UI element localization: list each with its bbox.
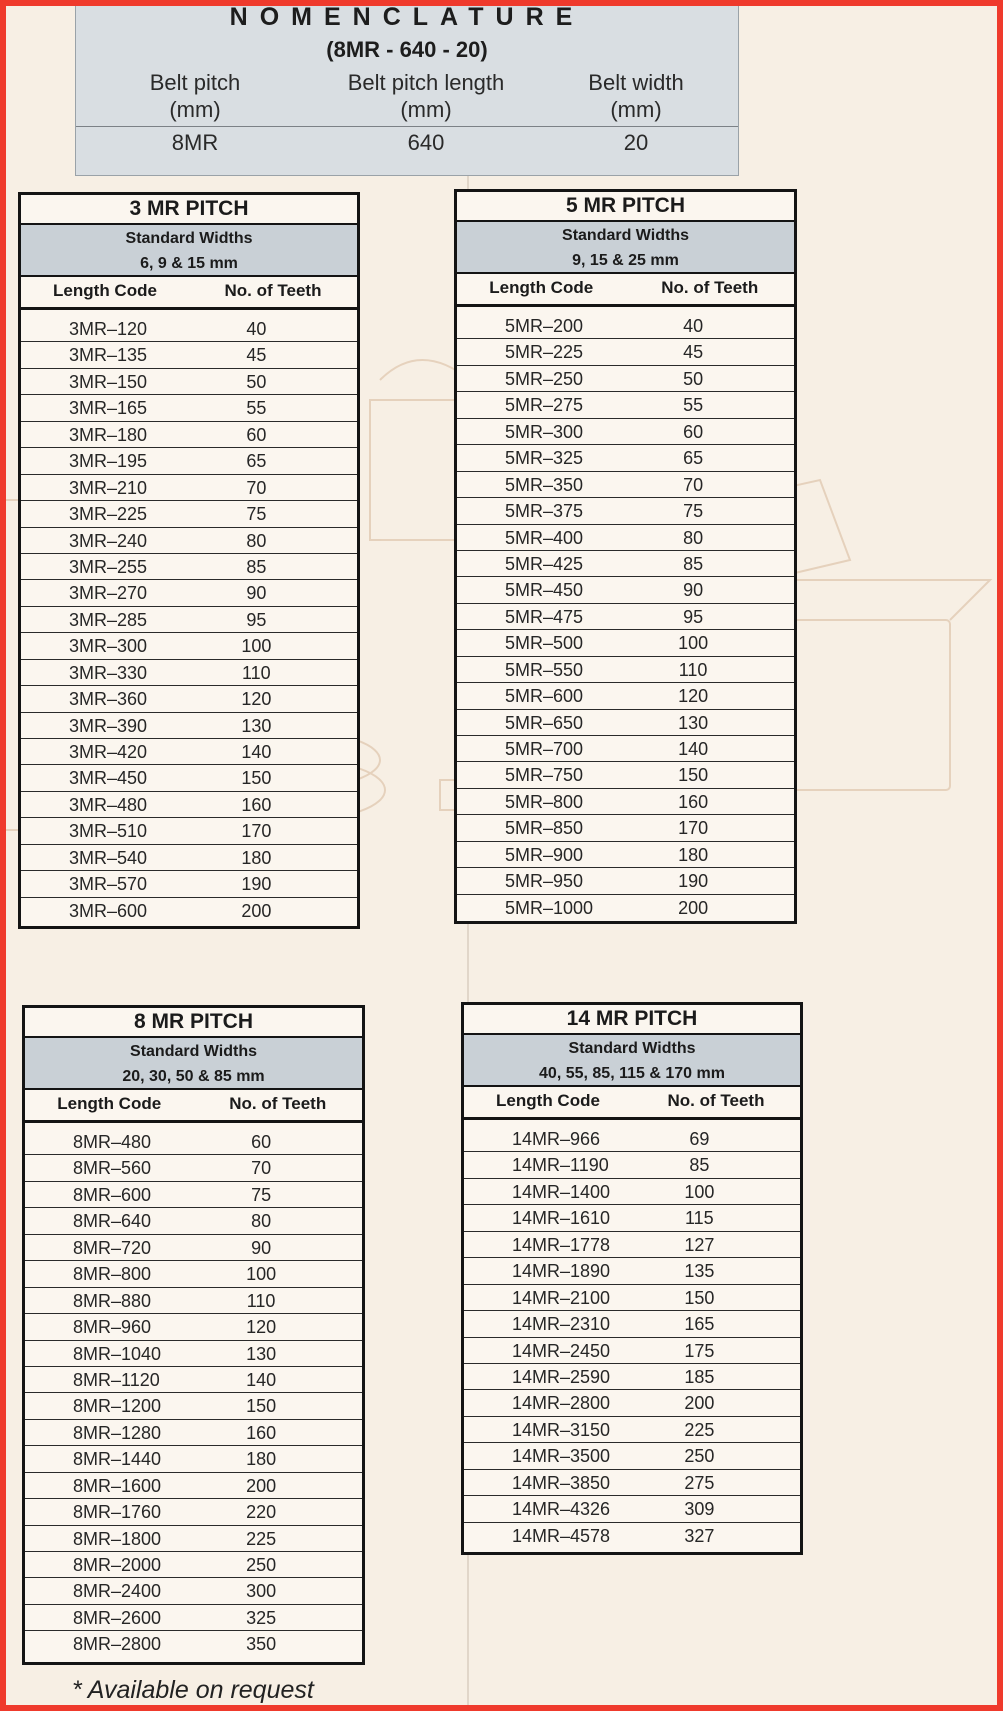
teeth-count-cell: 180	[246, 1449, 277, 1470]
teeth-count-cell: 120	[241, 689, 272, 710]
table-row	[25, 1367, 362, 1393]
length-code-cell: 8MR–480	[73, 1132, 152, 1152]
table-row	[25, 1605, 362, 1631]
table-rows	[464, 1120, 800, 1549]
standard-widths: Standard Widths 40, 55, 85, 115 & 170 mm	[464, 1035, 800, 1087]
length-code-cell: 5MR–550	[505, 659, 584, 680]
table-row	[457, 313, 794, 339]
table-row	[25, 1393, 362, 1419]
teeth-count-cell: 300	[246, 1581, 277, 1602]
teeth-count-cell: 55	[246, 398, 267, 419]
nomenclature-value-length: 640	[407, 130, 445, 155]
table-row	[21, 686, 357, 712]
table-row	[25, 1155, 362, 1181]
nomenclature-title: NOMENCLATURE	[229, 3, 585, 31]
teeth-count-cell: 110	[246, 1290, 276, 1311]
table-row	[457, 842, 794, 868]
length-code-cell: 5MR–850	[505, 818, 584, 839]
length-code-cell: 14MR–4326	[512, 1499, 611, 1520]
length-code-cell: 14MR–1610	[512, 1208, 611, 1229]
length-code-cell: 8MR–1440	[73, 1449, 162, 1470]
teeth-count-cell: 70	[683, 474, 704, 495]
teeth-count-cell: 200	[678, 897, 709, 918]
teeth-count-cell: 95	[246, 609, 267, 630]
length-code-cell: 14MR–2450	[512, 1340, 611, 1361]
length-code-cell: 3MR–225	[69, 504, 148, 525]
length-code-cell: 5MR–250	[505, 368, 584, 389]
length-code-cell: 8MR–1760	[73, 1502, 162, 1523]
table-row	[25, 1341, 362, 1367]
table-row	[25, 1261, 362, 1287]
teeth-count-cell: 250	[246, 1555, 277, 1575]
length-code-cell: 3MR–480	[69, 794, 148, 815]
teeth-count-cell: 170	[241, 821, 272, 842]
teeth-count-cell: 225	[684, 1419, 715, 1440]
teeth-count-cell: 115	[685, 1208, 714, 1229]
standard-widths: Standard Widths 9, 15 & 25 mm	[457, 222, 794, 274]
table-5mr-pitch	[454, 189, 797, 924]
table-title: 14 MR PITCH	[464, 1005, 800, 1035]
table-row	[464, 1470, 800, 1496]
length-code-cell: 14MR–3500	[512, 1446, 611, 1467]
length-code-cell: 14MR–1190	[512, 1155, 609, 1176]
table-row	[464, 1232, 800, 1258]
table-row	[457, 419, 794, 445]
teeth-count-cell: 160	[246, 1422, 277, 1443]
teeth-count-cell: 100	[241, 636, 272, 657]
teeth-count-cell: 100	[678, 633, 709, 654]
table-row	[457, 657, 794, 683]
length-code-cell: 3MR–570	[69, 874, 148, 895]
teeth-count-cell: 190	[678, 871, 709, 892]
teeth-count-cell: 200	[684, 1393, 715, 1414]
table-row	[21, 554, 357, 580]
length-code-cell: 5MR–800	[505, 791, 584, 812]
table-row	[464, 1152, 800, 1178]
table-row	[21, 792, 357, 818]
length-code-cell: 14MR–3150	[512, 1419, 611, 1440]
teeth-count-cell: 100	[246, 1264, 277, 1285]
length-code-cell: 14MR–4578	[512, 1525, 611, 1546]
table-row	[21, 422, 357, 448]
teeth-count-cell: 75	[246, 504, 267, 525]
teeth-count-cell: 95	[683, 606, 704, 627]
length-code-cell: 8MR–880	[73, 1290, 152, 1311]
length-code-cell: 5MR–200	[505, 316, 584, 336]
length-code-cell: 14MR–2310	[512, 1314, 611, 1335]
nomenclature-value-pitch: 8MR	[171, 130, 219, 155]
teeth-count-cell: 220	[246, 1502, 277, 1523]
length-code-cell: 8MR–1200	[73, 1396, 162, 1417]
length-code-cell: 5MR–350	[505, 474, 584, 495]
teeth-count-cell: 75	[251, 1184, 272, 1205]
teeth-count-cell: 350	[246, 1634, 277, 1655]
length-code-cell: 5MR–900	[505, 844, 584, 865]
length-code-cell: 5MR–300	[505, 421, 584, 442]
teeth-count-cell: 90	[246, 583, 267, 604]
table-row	[464, 1311, 800, 1337]
table-row	[25, 1578, 362, 1604]
length-code-cell: 5MR–275	[505, 395, 584, 416]
teeth-count-cell: 80	[246, 530, 267, 551]
table-row	[21, 818, 357, 844]
length-code-cell: 3MR–420	[69, 742, 148, 762]
teeth-count-cell: 130	[246, 1343, 277, 1364]
teeth-count-cell: 165	[684, 1314, 715, 1335]
table-row	[464, 1205, 800, 1231]
table-row	[464, 1390, 800, 1416]
teeth-count-cell: 170	[678, 818, 709, 839]
length-code-cell: 5MR–425	[505, 553, 584, 574]
table-row	[457, 551, 794, 577]
length-code-cell: 3MR–450	[69, 768, 148, 789]
table-row	[21, 501, 357, 527]
teeth-count-cell: 325	[246, 1607, 277, 1628]
table-row	[21, 871, 357, 897]
teeth-count-cell: 140	[241, 742, 272, 762]
table-row	[457, 868, 794, 894]
table-rows	[25, 1123, 362, 1658]
table-row	[21, 765, 357, 791]
length-code-cell: 5MR–325	[505, 448, 584, 469]
teeth-count-cell: 127	[684, 1234, 715, 1255]
length-code-cell: 3MR–120	[69, 319, 148, 339]
teeth-count-cell: 150	[678, 765, 709, 786]
nomenclature-col-pitch-length: Belt pitch length (mm)	[347, 70, 505, 122]
length-code-cell: 8MR–1040	[73, 1343, 162, 1364]
table-row	[25, 1129, 362, 1155]
table-row	[457, 366, 794, 392]
length-code-cell: 5MR–600	[505, 686, 584, 707]
table-row	[21, 580, 357, 606]
length-code-cell: 3MR–165	[69, 398, 148, 419]
table-row	[457, 498, 794, 524]
table-row	[25, 1182, 362, 1208]
teeth-count-cell: 85	[683, 553, 704, 574]
teeth-count-cell: 40	[683, 316, 704, 336]
length-code-cell: 8MR–1280	[73, 1422, 162, 1443]
length-code-cell: 3MR–300	[69, 636, 148, 657]
teeth-count-cell: 90	[683, 580, 704, 601]
teeth-count-cell: 70	[251, 1158, 272, 1179]
teeth-count-cell: 40	[246, 319, 267, 339]
teeth-count-cell: 140	[246, 1369, 277, 1390]
table-row	[21, 395, 357, 421]
teeth-count-cell: 60	[683, 421, 704, 442]
length-code-cell: 3MR–600	[69, 900, 148, 921]
table-title: 8 MR PITCH	[25, 1008, 362, 1038]
table-row	[457, 525, 794, 551]
footnote: * Available on request	[72, 1676, 314, 1704]
length-code-cell: 3MR–180	[69, 424, 148, 445]
teeth-count-cell: 185	[684, 1366, 715, 1387]
table-row	[21, 342, 357, 368]
table-row	[21, 369, 357, 395]
table-row	[25, 1526, 362, 1552]
length-code-cell: 14MR–2100	[512, 1287, 611, 1308]
length-code-cell: 5MR–500	[505, 633, 584, 654]
teeth-count-cell: 160	[241, 794, 272, 815]
table-row	[464, 1523, 800, 1549]
teeth-count-cell: 69	[689, 1129, 710, 1149]
table-14mr-pitch	[461, 1002, 803, 1555]
table-row	[25, 1235, 362, 1261]
length-code-cell: 14MR–1400	[512, 1181, 611, 1202]
teeth-count-cell: 120	[678, 686, 709, 707]
table-row	[457, 392, 794, 418]
table-row	[457, 895, 794, 921]
teeth-count-cell: 150	[684, 1287, 715, 1308]
table-row	[457, 710, 794, 736]
teeth-count-cell: 80	[683, 527, 704, 548]
length-code-cell: 3MR–330	[69, 662, 148, 683]
length-code-cell: 8MR–1600	[73, 1475, 162, 1496]
table-title: 5 MR PITCH	[457, 192, 794, 222]
teeth-count-cell: 135	[684, 1261, 715, 1282]
teeth-count-cell: 90	[251, 1237, 272, 1258]
table-row	[457, 762, 794, 788]
table-rows	[21, 310, 357, 924]
standard-widths: Standard Widths 6, 9 & 15 mm	[21, 225, 357, 277]
table-row	[457, 630, 794, 656]
table-row	[457, 815, 794, 841]
length-code-cell: 14MR–1890	[512, 1261, 611, 1282]
teeth-count-cell: 80	[251, 1211, 272, 1232]
nomenclature-value-width: 20	[623, 130, 649, 155]
teeth-count-cell: 120	[246, 1317, 277, 1338]
table-row	[21, 713, 357, 739]
length-code-cell: 5MR–700	[505, 739, 584, 759]
table-row	[25, 1446, 362, 1472]
nomenclature-col-belt-pitch: Belt pitch (mm)	[149, 70, 241, 122]
length-code-cell: 5MR–650	[505, 712, 584, 733]
nomenclature-divider	[76, 126, 738, 127]
length-code-cell: 8MR–720	[73, 1237, 152, 1258]
length-code-cell: 3MR–270	[69, 583, 148, 604]
table-row	[464, 1126, 800, 1152]
teeth-count-cell: 50	[246, 371, 267, 392]
teeth-count-cell: 100	[684, 1181, 715, 1202]
length-code-cell: 8MR–800	[73, 1264, 152, 1285]
table-row	[457, 604, 794, 630]
teeth-count-cell: 190	[241, 874, 272, 895]
table-row	[464, 1496, 800, 1522]
length-code-cell: 5MR–375	[505, 501, 584, 522]
table-rows	[457, 307, 794, 921]
table-row	[21, 475, 357, 501]
table-row	[457, 339, 794, 365]
table-row	[21, 528, 357, 554]
length-code-cell: 14MR–3850	[512, 1472, 611, 1493]
teeth-count-cell: 175	[684, 1340, 715, 1361]
length-code-cell: 3MR–510	[69, 821, 148, 842]
table-row	[457, 789, 794, 815]
table-row	[464, 1364, 800, 1390]
length-code-cell: 3MR–285	[69, 609, 148, 630]
table-row	[25, 1288, 362, 1314]
nomenclature-col-belt-width: Belt width (mm)	[588, 70, 684, 122]
teeth-count-cell: 55	[683, 395, 704, 416]
standard-widths: Standard Widths 20, 30, 50 & 85 mm	[25, 1038, 362, 1090]
teeth-count-cell: 200	[246, 1475, 277, 1496]
table-row	[464, 1417, 800, 1443]
length-code-cell: 8MR–2000	[73, 1555, 162, 1575]
length-code-cell: 3MR–195	[69, 451, 148, 472]
table-row	[457, 577, 794, 603]
length-code-cell: 3MR–360	[69, 689, 148, 710]
teeth-count-cell: 180	[241, 847, 272, 868]
teeth-count-cell: 110	[678, 659, 708, 680]
length-code-cell: 3MR–390	[69, 715, 148, 736]
length-code-cell: 8MR–2600	[73, 1607, 162, 1628]
table-row	[464, 1443, 800, 1469]
length-code-cell: 8MR–1120	[73, 1369, 160, 1390]
teeth-count-cell: 250	[684, 1446, 715, 1467]
teeth-count-cell: 75	[683, 501, 704, 522]
teeth-count-cell: 140	[678, 739, 709, 759]
teeth-count-cell: 180	[678, 844, 709, 865]
table-row	[21, 739, 357, 765]
table-title: 3 MR PITCH	[21, 195, 357, 225]
length-code-cell: 8MR–2400	[73, 1581, 162, 1602]
length-code-cell: 3MR–150	[69, 371, 148, 392]
length-code-cell: 8MR–640	[73, 1211, 152, 1232]
length-code-cell: 8MR–1800	[73, 1528, 162, 1549]
length-code-cell: 14MR–1778	[512, 1234, 611, 1255]
teeth-count-cell: 150	[246, 1396, 277, 1417]
length-code-cell: 3MR–135	[69, 345, 148, 366]
teeth-count-cell: 327	[684, 1525, 715, 1546]
table-row	[25, 1499, 362, 1525]
table-row	[464, 1179, 800, 1205]
length-code-cell: 8MR–960	[73, 1317, 152, 1338]
length-code-cell: 5MR–475	[505, 606, 584, 627]
teeth-count-cell: 65	[246, 451, 267, 472]
length-code-cell: 5MR–225	[505, 342, 584, 363]
table-row	[25, 1420, 362, 1446]
length-code-cell: 14MR–2590	[512, 1366, 611, 1387]
teeth-count-cell: 150	[241, 768, 272, 789]
column-headers: Length Code No. of Teeth	[464, 1087, 800, 1120]
column-headers: Length Code No. of Teeth	[25, 1090, 362, 1123]
table-row	[464, 1285, 800, 1311]
teeth-count-cell: 50	[683, 368, 704, 389]
teeth-count-cell: 85	[246, 556, 267, 577]
length-code-cell: 3MR–540	[69, 847, 148, 868]
table-row	[464, 1258, 800, 1284]
teeth-count-cell: 130	[241, 715, 272, 736]
teeth-count-cell: 200	[241, 900, 272, 921]
length-code-cell: 5MR–1000	[505, 897, 594, 918]
length-code-cell: 3MR–240	[69, 530, 148, 551]
teeth-count-cell: 275	[684, 1472, 715, 1493]
column-headers: Length Code No. of Teeth	[457, 274, 794, 307]
table-row	[25, 1552, 362, 1578]
table-row	[21, 448, 357, 474]
length-code-cell: 8MR–2800	[73, 1634, 162, 1655]
table-row	[464, 1338, 800, 1364]
table-row	[457, 736, 794, 762]
table-row	[21, 633, 357, 659]
teeth-count-cell: 160	[678, 791, 709, 812]
teeth-count-cell: 70	[246, 477, 267, 498]
length-code-cell: 5MR–750	[505, 765, 584, 786]
table-row	[21, 898, 357, 924]
table-row	[457, 445, 794, 471]
table-row	[457, 683, 794, 709]
teeth-count-cell: 309	[684, 1499, 715, 1520]
length-code-cell: 5MR–400	[505, 527, 584, 548]
table-row	[457, 472, 794, 498]
table-row	[25, 1631, 362, 1657]
column-headers: Length Code No. of Teeth	[21, 277, 357, 310]
table-row	[21, 845, 357, 871]
teeth-count-cell: 225	[246, 1528, 277, 1549]
length-code-cell: 8MR–600	[73, 1184, 152, 1205]
length-code-cell: 14MR–2800	[512, 1393, 611, 1414]
table-row	[25, 1314, 362, 1340]
table-row	[21, 660, 357, 686]
table-3mr-pitch	[18, 192, 360, 929]
teeth-count-cell: 60	[246, 424, 267, 445]
nomenclature-example: (8MR - 640 - 20)	[326, 37, 488, 62]
teeth-count-cell: 65	[683, 448, 704, 469]
length-code-cell: 3MR–210	[69, 477, 148, 498]
length-code-cell: 3MR–255	[69, 556, 148, 577]
teeth-count-cell: 110	[242, 662, 271, 683]
table-row	[25, 1473, 362, 1499]
length-code-cell: 5MR–950	[505, 871, 584, 892]
teeth-count-cell: 45	[683, 342, 704, 363]
teeth-count-cell: 130	[678, 712, 709, 733]
nomenclature-box	[75, 0, 739, 176]
table-row	[25, 1208, 362, 1234]
length-code-cell: 8MR–560	[73, 1158, 152, 1179]
table-8mr-pitch	[22, 1005, 365, 1665]
teeth-count-cell: 60	[251, 1132, 272, 1152]
length-code-cell: 14MR–966	[512, 1129, 601, 1149]
table-row	[21, 316, 357, 342]
teeth-count-cell: 85	[689, 1155, 710, 1176]
length-code-cell: 5MR–450	[505, 580, 584, 601]
teeth-count-cell: 45	[246, 345, 267, 366]
table-row	[21, 607, 357, 633]
